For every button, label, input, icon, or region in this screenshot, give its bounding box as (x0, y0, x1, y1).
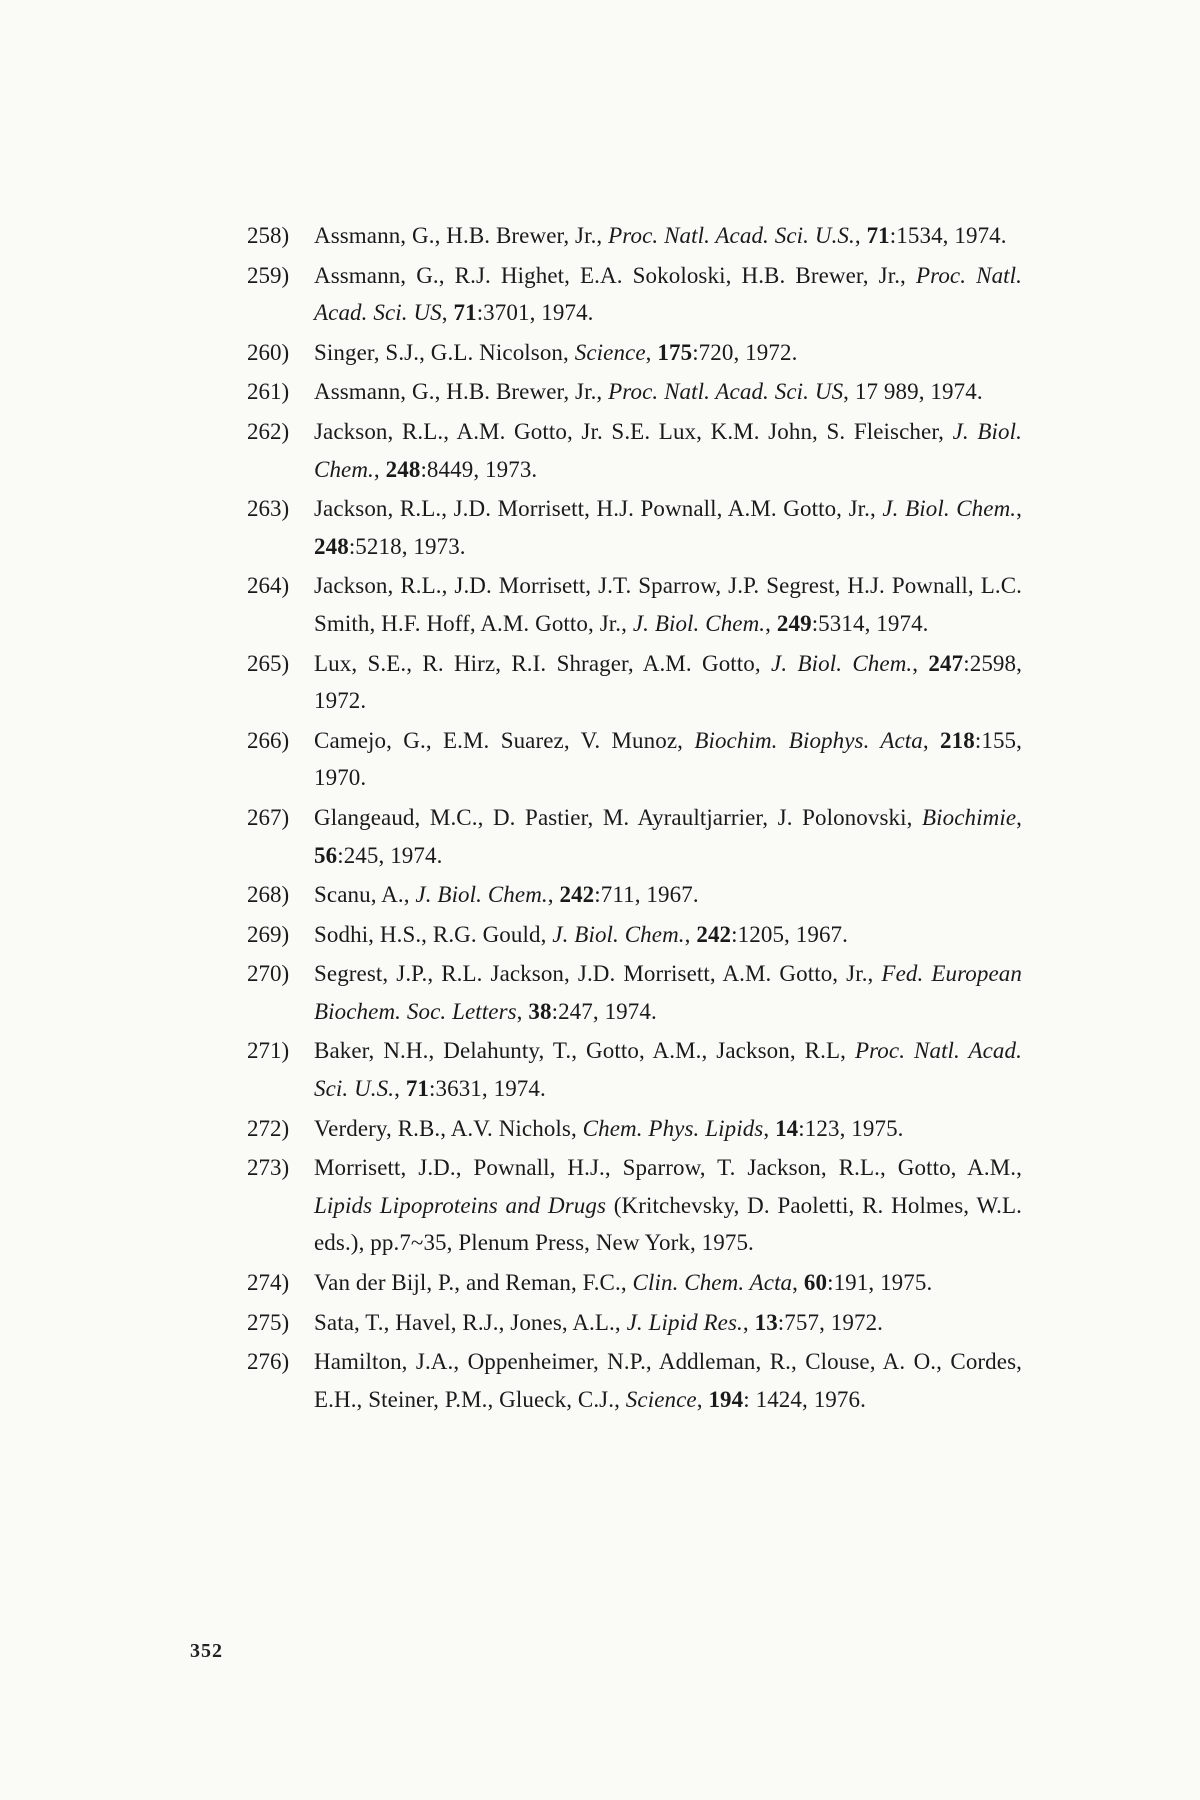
reference-item (247, 490, 1022, 565)
reference-text (314, 916, 1022, 954)
reference-segment: Scanu, A., (314, 882, 416, 908)
journal-title: Biochim. Biophys. Acta (694, 727, 923, 753)
reference-text (314, 722, 1022, 797)
reference-segment: :245, 1974. (337, 842, 443, 868)
reference-text (314, 1304, 1022, 1342)
journal-title: Proc. Natl. Acad. Sci. US (608, 379, 844, 405)
reference-text (314, 1110, 1022, 1148)
reference-segment: :5314, 1974. (811, 610, 929, 636)
reference-segment: :123, 1975. (798, 1115, 904, 1141)
reference-segment: Camejo, G., E.M. Suarez, V. Munoz, (314, 727, 695, 753)
reference-segment: Baker, N.H., Delahunty, T., Gotto, A.M., Jackson, R.L, (314, 1038, 855, 1064)
reference-segment: Lux, S.E., R. Hirz, R.I. Shrager, A.M. Gotto, (314, 650, 772, 676)
reference-number: 260) (247, 339, 290, 365)
reference-number: 266) (247, 727, 290, 753)
reference-text (314, 373, 1022, 411)
reference-segment: , (516, 998, 529, 1024)
reference-number: 273) (247, 1155, 290, 1181)
reference-segment: , (922, 727, 941, 753)
journal-title: J. Biol. Chem. (552, 921, 685, 947)
reference-segment: , (792, 1270, 804, 1296)
reference-item (247, 373, 1022, 411)
reference-segment: :155, 1970. (314, 727, 1022, 791)
reference-item (247, 413, 1022, 488)
journal-title: Science (574, 339, 646, 365)
journal-title: J. Biol. Chem. (771, 650, 913, 676)
reference-segment: , (1016, 804, 1022, 830)
reference-segment: Jackson, R.L., J.D. Morrisett, H.J. Pownall, A.M. Gotto, Jr., (314, 496, 883, 522)
reference-segment: , (912, 650, 929, 676)
reference-segment: Jackson, R.L., J.D. Morrisett, J.T. Sparrow, J.P. Segrest, H.J. Pownall, L.C. Smith, H.F. Hoff, A.M. Gotto, Jr., (314, 573, 1022, 636)
reference-item (247, 955, 1022, 1030)
reference-number: 264) (247, 573, 290, 599)
reference-segment: , (441, 300, 454, 326)
reference-segment: , (645, 339, 658, 365)
reference-text (314, 490, 1022, 565)
reference-segment: , 17 989, 1974. (843, 379, 983, 405)
reference-item (247, 916, 1022, 954)
reference-segment: Assmann, G., H.B. Brewer, Jr., (314, 379, 609, 405)
reference-number: 269) (247, 921, 290, 947)
journal-title: Biochimie (921, 804, 1017, 830)
reference-text (314, 1032, 1022, 1107)
reference-segment: :3701, 1974. (476, 300, 594, 326)
reference-segment: , (696, 1386, 709, 1412)
journal-title: Fed. European Biochem. Soc. Letters (314, 961, 1022, 1024)
reference-segment: :191, 1975. (827, 1270, 933, 1296)
reference-list (247, 217, 1022, 1420)
reference-number: 271) (247, 1038, 290, 1064)
reference-item (247, 722, 1022, 797)
reference-segment: :1534, 1974. (889, 223, 1007, 248)
reference-segment: :8449, 1973. (420, 456, 538, 482)
reference-text (314, 645, 1022, 720)
reference-text (314, 334, 1022, 372)
reference-segment: , (394, 1076, 406, 1102)
reference-number: 262) (247, 418, 290, 444)
reference-segment: :720, 1972. (692, 339, 798, 365)
reference-item (247, 876, 1022, 914)
reference-segment: :2598, 1972. (314, 650, 1022, 714)
volume-number: 175 (657, 339, 693, 365)
reference-number: 265) (247, 650, 290, 676)
reference-segment: Assmann, G., H.B. Brewer, Jr., (314, 223, 609, 248)
reference-number: 270) (247, 961, 290, 987)
journal-title: Science (625, 1386, 697, 1412)
reference-segment: , (1016, 496, 1022, 522)
reference-number: 261) (247, 379, 290, 405)
reference-segment: (Kritchevsky, D. Paoletti, R. Holmes, W.L. eds.), pp.7~35, Plenum Press, New York, 1975. (314, 1192, 1022, 1256)
volume-number: 38 (528, 998, 552, 1024)
reference-text (314, 799, 1022, 874)
reference-segment: Verdery, R.B., A.V. Nichols, (314, 1115, 583, 1141)
reference-number: 276) (247, 1349, 290, 1375)
reference-segment: , (547, 882, 560, 908)
journal-title: J. Biol. Chem. (632, 610, 766, 636)
volume-number: 247 (928, 650, 964, 676)
reference-segment: , (763, 1115, 776, 1141)
reference-segment: Sodhi, H.S., R.G. Gould, (314, 921, 553, 947)
journal-title: Chem. Phys. Lipids (582, 1115, 764, 1141)
reference-segment: Morrisett, J.D., Pownall, H.J., Sparrow, T. Jackson, R.L., Gotto, A.M., (314, 1155, 1022, 1181)
reference-segment: , (765, 610, 777, 636)
reference-segment: Singer, S.J., G.L. Nicolson, (314, 339, 575, 365)
reference-text (314, 567, 1022, 642)
journal-title: Proc. Natl. Acad. Sci. U.S. (608, 223, 855, 248)
reference-segment: Hamilton, J.A., Oppenheimer, N.P., Addleman, R., Clouse, A. O., Cordes, E.H., Steiner, P.M., Glueck, C.J., (314, 1349, 1022, 1412)
reference-text (314, 955, 1022, 1030)
reference-segment: :757, 1972. (777, 1309, 884, 1335)
reference-item (247, 567, 1022, 642)
reference-number: 267) (247, 804, 290, 830)
reference-number: 263) (247, 496, 290, 522)
reference-segment: :1205, 1967. (731, 921, 849, 947)
journal-title: Clin. Chem. Acta (632, 1270, 793, 1296)
reference-text (314, 413, 1022, 488)
volume-number: 242 (696, 921, 732, 947)
volume-number: 60 (803, 1270, 828, 1296)
reference-segment: , (373, 456, 386, 482)
reference-item (247, 1149, 1022, 1262)
reference-item (247, 1032, 1022, 1107)
volume-number: 13 (754, 1309, 778, 1335)
reference-item (247, 1110, 1022, 1148)
volume-number: 242 (559, 882, 595, 908)
reference-text (314, 257, 1022, 332)
journal-title: Lipids Lipoproteins and Drugs (314, 1192, 607, 1218)
reference-segment: , (684, 921, 697, 947)
journal-title: J. Biol. Chem. (314, 418, 1022, 482)
page-number: 352 (190, 1640, 223, 1662)
reference-segment: Assmann, G., R.J. Highet, E.A. Sokoloski, H.B. Brewer, Jr., (314, 262, 916, 288)
reference-segment: Sata, T., Havel, R.J., Jones, A.L., (314, 1309, 627, 1335)
reference-segment: :711, 1967. (594, 882, 699, 908)
reference-segment: , (742, 1309, 755, 1335)
volume-number: 194 (708, 1386, 744, 1412)
reference-text (314, 1149, 1022, 1262)
reference-segment: Van der Bijl, P., and Reman, F.C., (314, 1270, 633, 1296)
volume-number: 249 (776, 610, 812, 636)
reference-segment: :5218, 1973. (348, 533, 466, 559)
reference-number: 272) (247, 1115, 290, 1141)
reference-item (247, 1304, 1022, 1342)
reference-item (247, 257, 1022, 332)
reference-number: 275) (247, 1309, 290, 1335)
reference-text (314, 1264, 1022, 1302)
reference-segment: :247, 1974. (551, 998, 657, 1024)
reference-segment: :3631, 1974. (429, 1076, 546, 1102)
reference-number: 258) (247, 223, 290, 248)
journal-title: Proc. Natl. Acad. Sci. US (314, 262, 1023, 326)
reference-item (247, 334, 1022, 372)
journal-title: J. Biol. Chem. (882, 496, 1017, 522)
reference-number: 274) (247, 1270, 290, 1296)
volume-number: 71 (866, 223, 890, 248)
volume-number: 14 (775, 1115, 799, 1141)
volume-number: 71 (405, 1076, 430, 1102)
reference-segment: Jackson, R.L., A.M. Gotto, Jr. S.E. Lux, K.M. John, S. Fleischer, (314, 418, 953, 444)
volume-number: 56 (314, 842, 338, 868)
reference-segment: Segrest, J.P., R.L. Jackson, J.D. Morrisett, A.M. Gotto, Jr., (314, 961, 882, 987)
reference-item (247, 799, 1022, 874)
journal-title: J. Biol. Chem. (415, 882, 548, 908)
journal-title: Proc. Natl. Acad. Sci. U.S. (314, 1038, 1022, 1102)
volume-number: 248 (314, 533, 349, 559)
reference-item (247, 1343, 1022, 1418)
volume-number: 71 (453, 300, 477, 326)
reference-segment: Glangeaud, M.C., D. Pastier, M. Ayraultjarrier, J. Polonovski, (314, 804, 922, 830)
reference-segment: , (854, 223, 867, 248)
reference-text (314, 876, 1022, 914)
reference-number: 268) (247, 882, 290, 908)
volume-number: 248 (385, 456, 421, 482)
journal-title: J. Lipid Res. (626, 1309, 743, 1335)
reference-text (314, 1343, 1022, 1418)
reference-number: 259) (247, 262, 290, 288)
reference-item (247, 217, 1022, 255)
reference-segment: : 1424, 1976. (743, 1386, 866, 1412)
volume-number: 218 (940, 727, 975, 753)
reference-item (247, 1264, 1022, 1302)
reference-text (314, 217, 1022, 255)
reference-item (247, 645, 1022, 720)
